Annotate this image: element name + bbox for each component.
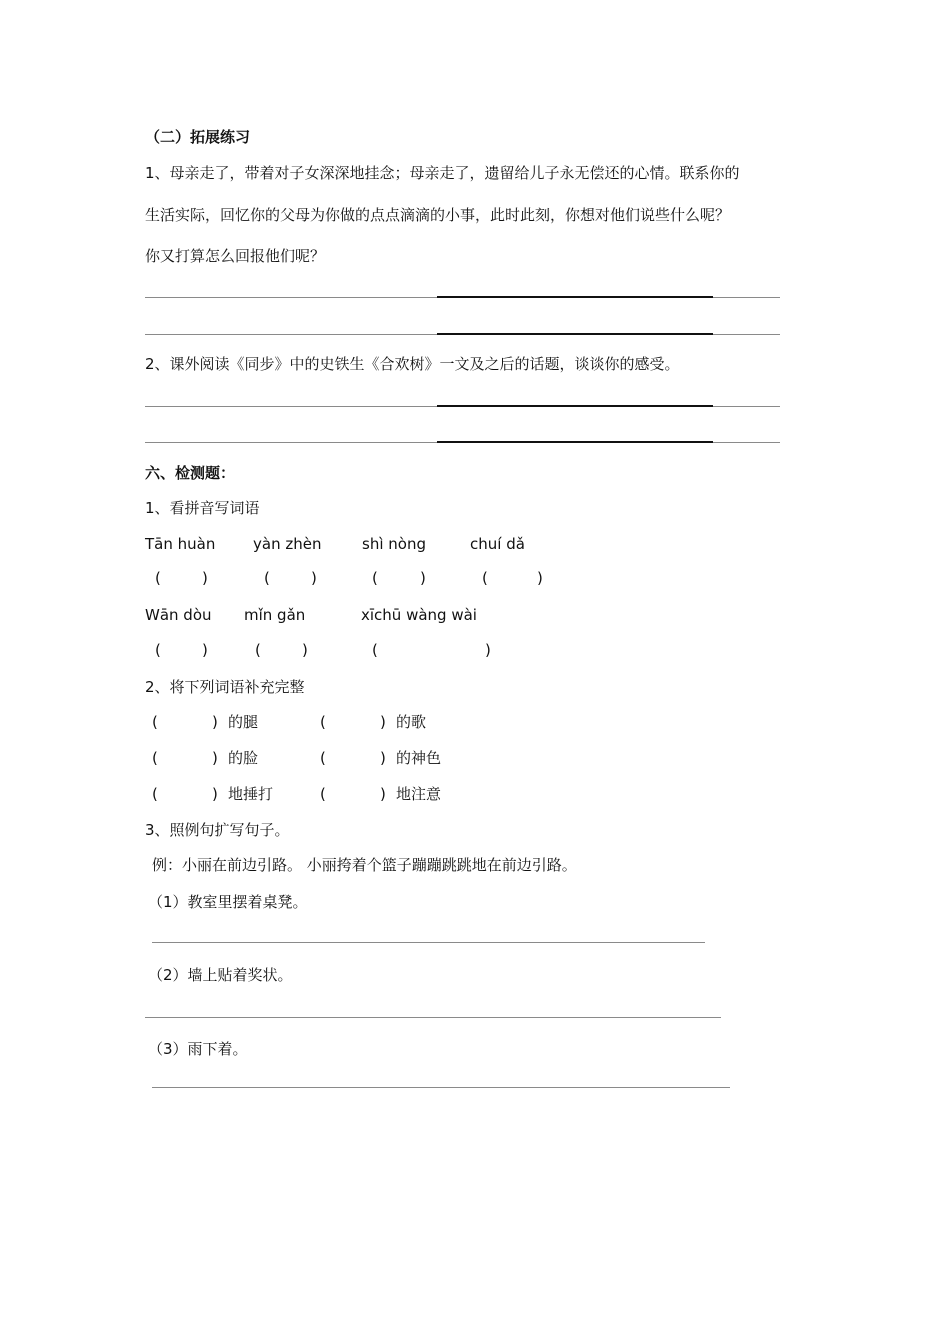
answer-line-underline <box>437 405 713 407</box>
paren-open: ( <box>372 569 378 587</box>
question-2: 2、课外阅读《同步》中的史铁生《合欢树》一文及之后的话题，谈谈你的感受。 <box>145 355 680 373</box>
paren-open: ( <box>152 713 158 731</box>
answer-line-underline <box>437 333 713 335</box>
paren-close: ) <box>212 749 218 767</box>
paren-close: ) <box>202 569 208 587</box>
test-q1-title: 1、看拼音写词语 <box>145 499 260 517</box>
paren-close: ) <box>380 785 386 803</box>
paren-close: ) <box>311 569 317 587</box>
paren-close: ) <box>537 569 543 587</box>
answer-line[interactable] <box>145 1017 721 1018</box>
paren-close: ) <box>485 641 491 659</box>
fill-item: 的脸 <box>228 749 259 767</box>
answer-line-underline <box>437 441 713 443</box>
fill-item: 地捶打 <box>228 785 274 803</box>
fill-item: 的神色 <box>396 749 442 767</box>
paren-open: ( <box>255 641 261 659</box>
pinyin-item: Tān huàn <box>145 535 216 553</box>
fill-item: 地注意 <box>396 785 442 803</box>
test-q2-title: 2、将下列词语补充完整 <box>145 678 305 696</box>
section-heading-test: 六、检测题： <box>145 464 236 482</box>
pinyin-item: xīchū wàng wài <box>361 606 477 624</box>
pinyin-item: shì nòng <box>362 535 426 553</box>
fill-item: 的歌 <box>396 713 427 731</box>
paren-close: ) <box>212 785 218 803</box>
paren-close: ) <box>420 569 426 587</box>
answer-line[interactable] <box>152 942 705 943</box>
expand-item: （2）墙上贴着奖状。 <box>148 966 293 984</box>
paren-close: ) <box>380 749 386 767</box>
answer-line-underline <box>437 296 713 298</box>
test-q3-title: 3、照例句扩写句子。 <box>145 821 290 839</box>
pinyin-item: mǐn gǎn <box>244 606 306 624</box>
pinyin-item: Wān dòu <box>145 606 212 624</box>
paren-close: ) <box>380 713 386 731</box>
question-1-line-1: 1、母亲走了，带着对子女深深地挂念；母亲走了，遗留给儿子永无偿还的心情。联系你的 <box>145 164 740 182</box>
answer-line[interactable] <box>152 1087 730 1088</box>
paren-close: ) <box>212 713 218 731</box>
paren-open: ( <box>320 785 326 803</box>
paren-open: ( <box>320 713 326 731</box>
paren-close: ) <box>302 641 308 659</box>
paren-open: ( <box>155 641 161 659</box>
paren-open: ( <box>152 785 158 803</box>
question-1-line-3: 你又打算怎么回报他们呢？ <box>145 247 326 265</box>
paren-open: ( <box>264 569 270 587</box>
pinyin-item: yàn zhèn <box>253 535 322 553</box>
paren-open: ( <box>155 569 161 587</box>
question-1-line-2: 生活实际，回忆你的父母为你做的点点滴滴的小事，此时此刻，你想对他们说些什么呢？ <box>145 206 731 224</box>
paren-close: ) <box>202 641 208 659</box>
example-sentence: 例：小丽在前边引路。 小丽挎着个篮子蹦蹦跳跳地在前边引路。 <box>152 856 577 874</box>
expand-item: （3）雨下着。 <box>148 1040 248 1058</box>
paren-open: ( <box>320 749 326 767</box>
paren-open: ( <box>372 641 378 659</box>
fill-item: 的腿 <box>228 713 259 731</box>
paren-open: ( <box>152 749 158 767</box>
section-heading-extension: （二）拓展练习 <box>145 128 251 146</box>
paren-open: ( <box>482 569 488 587</box>
expand-item: （1）教室里摆着桌凳。 <box>148 893 308 911</box>
pinyin-item: chuí dǎ <box>470 535 525 553</box>
